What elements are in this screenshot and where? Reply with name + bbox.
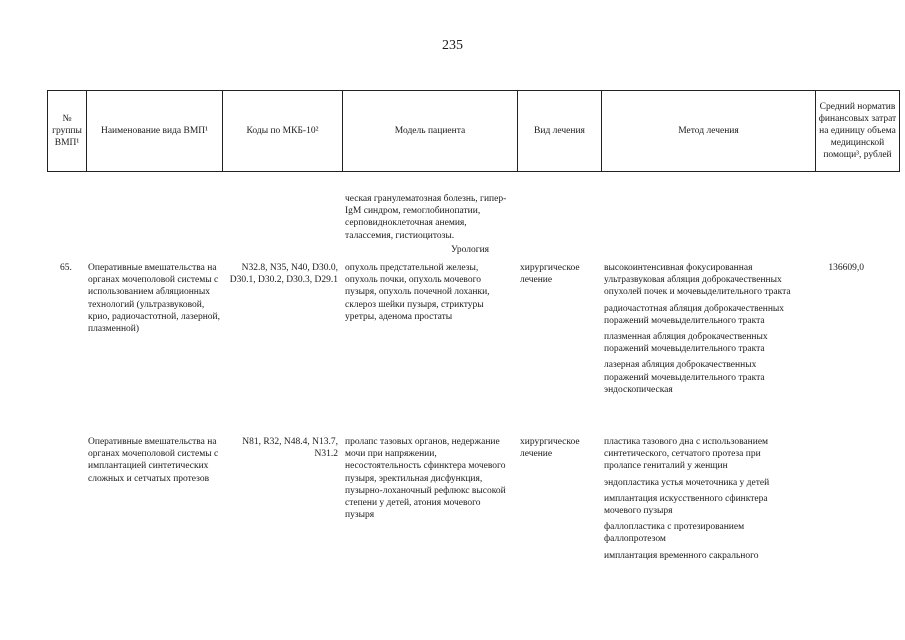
row-number: 65. xyxy=(60,263,72,273)
method-item: пластика тазового дна с использованием синтетического, сетчатого протеза при пролапсе гениталий у женщин xyxy=(604,437,769,472)
header-vmp-name: Наименование вида ВМП¹ xyxy=(87,91,223,172)
row-patient-model: опухоль предстательной железы, опухоль почки, опухоль мочевого пузыря, опухоль почечной лоханки, склероз шейки пузыря, стриктуры уретры, аденома простаты xyxy=(345,263,490,322)
method-item: высокоинтенсивная фокусированная ультразвуковая абляция доброкачественных опухолей почек и мочевыделительного тракта xyxy=(604,263,791,298)
row-treatment-type: хирургическое лечение xyxy=(520,263,580,286)
header-treatment-type: Вид лечения xyxy=(518,91,602,172)
header-icd-codes: Коды по МКБ-10² xyxy=(223,91,343,172)
header-average-cost: Средний норматив финансовых затрат на единицу объема медицинской помощи³, рублей xyxy=(816,91,900,172)
row-methods xyxy=(604,262,792,400)
section-title: Урология xyxy=(450,245,490,255)
method-item: имплантация временного сакрального xyxy=(604,550,759,561)
method-item: фаллопластика с протезированием фаллопротезом xyxy=(604,522,745,545)
row-icd-codes: N32.8, N35, N40, D30.0, D30.1, D30.2, D30.3, D29.1 xyxy=(229,263,338,286)
row-icd-codes: N81, R32, N48.4, N13.7, N31.2 xyxy=(242,437,338,460)
method-item: эндопластика устья мочеточника у детей xyxy=(604,477,770,488)
header-patient-model: Модель пациента xyxy=(343,91,518,172)
row-patient-model: пролапс тазовых органов, недержание мочи при напряжении, несостоятельность сфинктера мочевого пузыря, эректильная дисфункция, пузырно-лоханочный рефлюкс высокой степени у детей, атония мочевого пузыря xyxy=(345,437,506,521)
row-vmp-name: Оперативные вмешательства на органах мочеполовой системы с использованием абляционных технологий (ультразвуковой, крио, радиочастотной, лазерной, плазменной) xyxy=(88,263,220,335)
header-treatment-method: Метод лечения xyxy=(602,91,816,172)
row-treatment-type: хирургическое лечение xyxy=(520,437,580,460)
row-cost: 136609,0 xyxy=(828,263,864,273)
header-group-number: № группы ВМП¹ xyxy=(48,91,87,172)
method-item: имплантация искусственного сфинктера мочевого пузыря xyxy=(604,493,768,517)
method-item: лазерная абляция доброкачественных поражений мочевыделительного тракта эндоскопическая xyxy=(604,360,765,395)
row-vmp-name: Оперативные вмешательства на органах мочеполовой системы с имплантацией синтетических сложных и сетчатых протезов xyxy=(88,437,219,484)
row-methods xyxy=(604,436,794,566)
method-item: плазменная абляция доброкачественных поражений мочевыделительного тракта xyxy=(604,332,768,355)
table-header xyxy=(47,90,900,172)
continuation-text: ческая гранулематозная болезнь, гипер-IgM синдром, гемоглобинопатии, серповидноклеточная анемия, талассемия, гистиоцитозы. xyxy=(345,194,507,241)
page-number: 235 xyxy=(442,38,463,53)
method-item: радиочастотная абляция доброкачественных поражений мочевыделительного тракта xyxy=(604,303,785,326)
